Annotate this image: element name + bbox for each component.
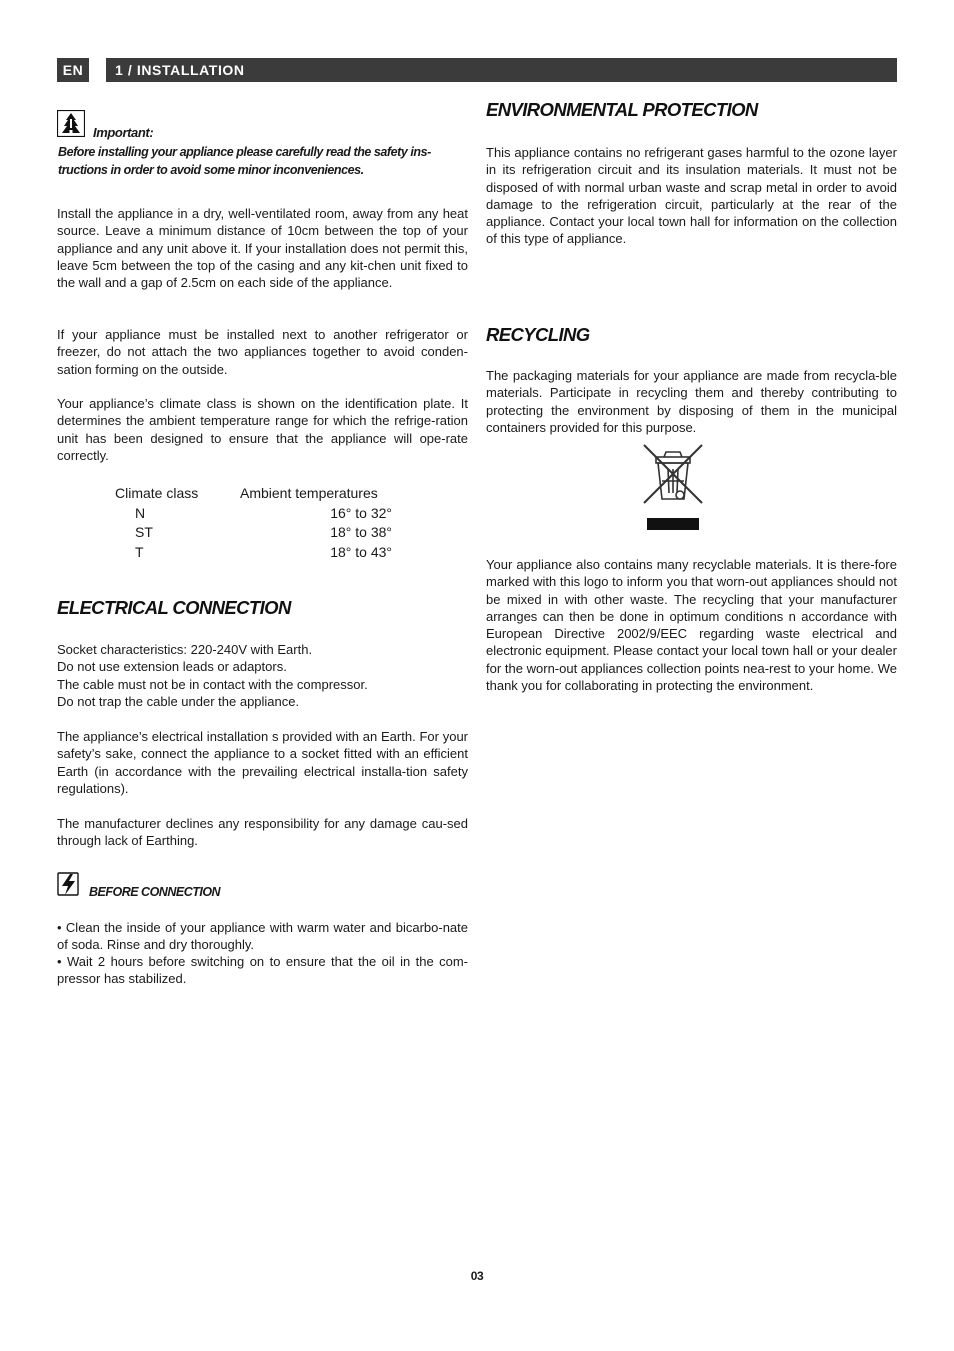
climate-class-cell: T <box>135 543 144 560</box>
table-header-row <box>115 484 392 504</box>
lightning-bolt-icon <box>57 872 79 896</box>
table-row <box>115 543 392 563</box>
electrical-connection-title: ELECTRICAL CONNECTION <box>57 597 291 618</box>
recycling-paragraph-2: Your appliance also contains many recyclable materials. It is there-fore marked with this logo to inform you that worn-out appliances should not be mixed in with other waste. The recycling that your manufacturer arranges can then be done in optimum conditions n accordance with European Directive 2002/9/EEC regarding waste electrical and electronic equipment. Please contact your local town hall or your dealer for the worn-out appliances collection points nea-rest to your home. We thank you for collaborating in protecting the environment. <box>486 557 897 694</box>
installation-paragraph-1: Install the appliance in a dry, well-ventilated room, away from any heat source. Leave a minimum distance of 10cm between the top of your appliance and any unit above it. If your installation does not permit this, leave 5cm between the top of the casing and any kit-chen unit fixed to the wall and a gap of 2.5cm on each side of the appliance. <box>57 206 468 291</box>
electrical-paragraph-3: The manufacturer declines any responsibility for any damage cau-sed through lack of Earthing. <box>57 816 468 849</box>
section-header: 1 / INSTALLATION <box>106 58 897 82</box>
electrical-paragraph-2: The appliance’s electrical installation s provided with an Earth. For your safety’s sake, connect the appliance to a socket fitted with an efficient Earth (in accordance with the prevailing electrical installa-tion safety regulations). <box>57 729 468 796</box>
before-connection-label: BEFORE CONNECTION <box>89 885 221 899</box>
climate-class-table <box>115 484 392 562</box>
installation-paragraph-3: Your appliance’s climate class is shown on the identification plate. It determines the ambient temperature range for which the refrige-ration unit has been designed to ensure that the appliance will ope-rate correctly. <box>57 396 468 463</box>
recycling-paragraph-1: The packaging materials for your appliance are made from recycla-ble materials. Participate in recycling them and thereby contributing to protecting the environment by disposing of them in the municipal containers provided for this purpose. <box>486 368 897 435</box>
before-connection-bullet: • Clean the inside of your appliance with warm water and bicarbo-nate of soda. Rinse and dry thoroughly. <box>57 920 468 953</box>
environmental-protection-title: ENVIRONMENTAL PROTECTION <box>486 99 758 120</box>
table-row <box>115 523 392 543</box>
ambient-temp-header: Ambient temperatures <box>240 485 378 501</box>
temp-range-cell: 16° to 32° <box>330 504 392 521</box>
climate-class-cell: N <box>135 504 146 521</box>
electrical-line: Socket characteristics: 220-240V with Earth. <box>57 642 313 657</box>
important-text: Before installing your appliance please carefully read the safety ins-tructions in order to avoid some minor inconveniences. <box>58 145 431 177</box>
installation-paragraph-2: If your appliance must be installed next to another refrigerator or freezer, do not attach the two appliances together to avoid conden-sation forming on the outside. <box>57 327 468 377</box>
recycling-title: RECYCLING <box>486 324 590 345</box>
electrical-line: Do not trap the cable under the appliance. <box>57 693 300 709</box>
climate-class-header: Climate class <box>115 485 199 501</box>
table-row <box>115 504 392 524</box>
temp-range-cell: 18° to 38° <box>330 524 392 540</box>
electrical-lines <box>57 641 468 710</box>
page-number: 03 <box>470 1269 484 1283</box>
electrical-line: The cable must not be in contact with the compressor. <box>57 676 368 692</box>
important-label: Important: <box>93 125 154 140</box>
climate-class-cell: ST <box>135 524 153 540</box>
electrical-line: Do not use extension leads or adaptors. <box>57 659 287 675</box>
warning-tree-icon <box>57 110 85 137</box>
crossed-out-wheeled-bin-icon <box>640 441 706 535</box>
language-badge: EN <box>57 58 89 82</box>
environmental-paragraph: This appliance contains no refrigerant gases harmful to the ozone layer in its refrigeration circuit and its insulation materials. It must not be disposed of with normal urban waste and scrap metal in order to avoid damage to the refrigeration circuit, particularly at the rear of the appliance. Contact your local town hall for information on the collection of this type of appliance. <box>486 145 897 247</box>
before-connection-bullet: • Wait 2 hours before switching on to ensure that the oil in the com-pressor has stabilized. <box>57 954 468 987</box>
temp-range-cell: 18° to 43° <box>330 543 392 560</box>
